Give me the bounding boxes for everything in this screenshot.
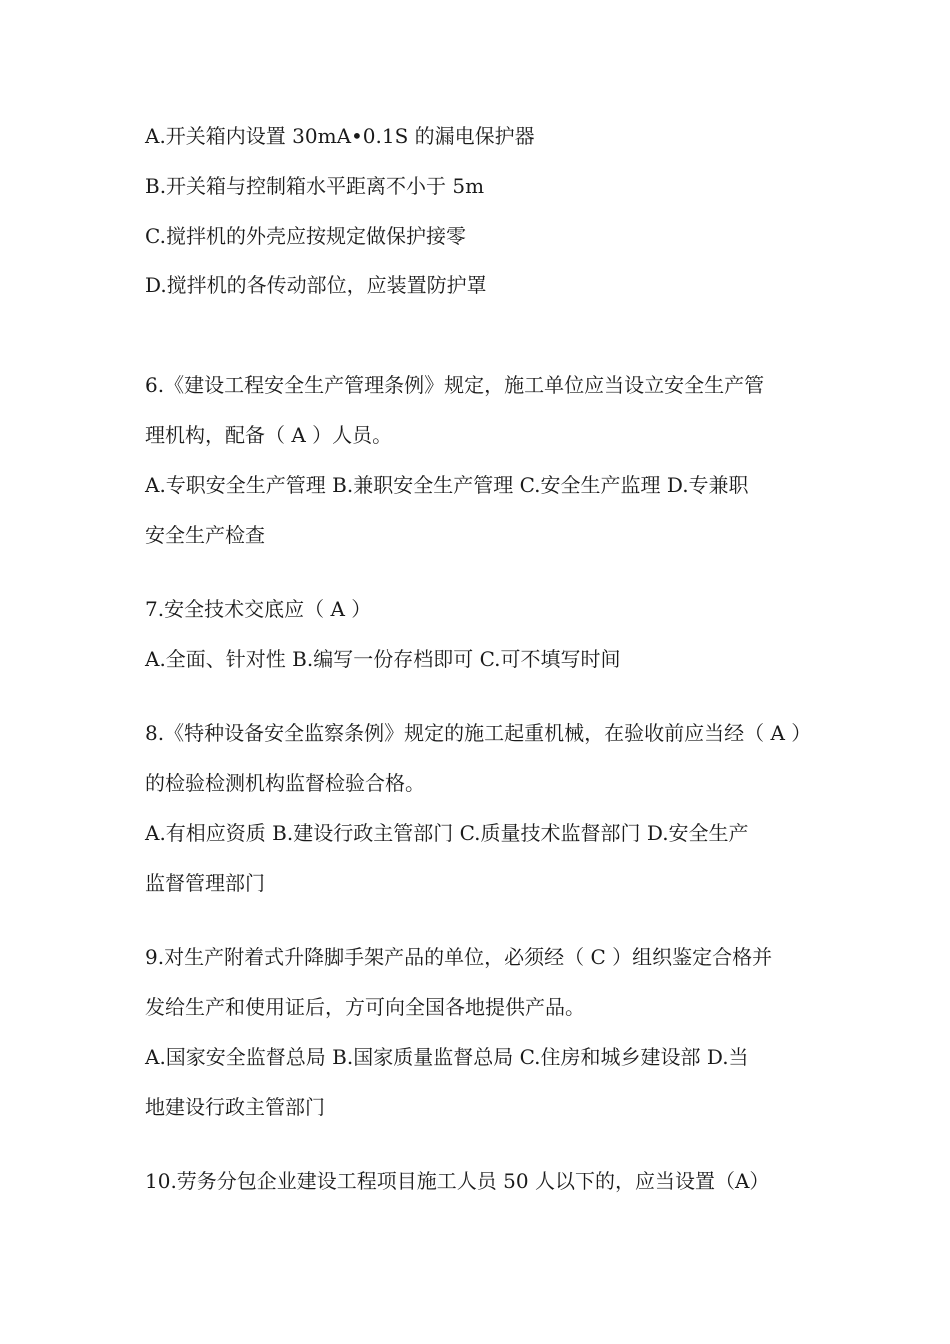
question-8-line-2: 的检验检测机构监督检验合格。 <box>145 771 425 795</box>
option-b-q5: B.开关箱与控制箱水平距离不小于 5m <box>145 174 485 198</box>
question-9-options-line-2: 地建设行政主管部门 <box>145 1095 325 1119</box>
question-10: 10.劳务分包企业建设工程项目施工人员 50 人以下的，应当设置（A） <box>145 1169 770 1193</box>
question-9-line-1: 9.对生产附着式升降脚手架产品的单位，必须经（ C ）组织鉴定合格并 <box>145 945 773 969</box>
option-d-q5: D.搅拌机的各传动部位，应装置防护罩 <box>145 273 487 297</box>
question-7: 7.安全技术交底应（ A ） <box>145 597 372 621</box>
question-9-options-line-1: A.国家安全监督总局 B.国家质量监督总局 C.住房和城乡建设部 D.当 <box>145 1045 749 1069</box>
question-6-line-1: 6.《建设工程安全生产管理条例》规定，施工单位应当设立安全生产管 <box>145 373 765 397</box>
question-8-line-1: 8.《特种设备安全监察条例》规定的施工起重机械，在验收前应当经（ A ） <box>145 721 812 745</box>
option-a-q5: A.开关箱内设置 30mA•0.1S 的漏电保护器 <box>145 124 535 148</box>
question-6-options-line-2: 安全生产检查 <box>145 523 265 547</box>
question-6-options-line-1: A.专职安全生产管理 B.兼职安全生产管理 C.安全生产监理 D.专兼职 <box>145 473 749 497</box>
option-c-q5: C.搅拌机的外壳应按规定做保护接零 <box>145 224 466 248</box>
question-7-options: A.全面、针对性 B.编写一份存档即可 C.可不填写时间 <box>145 647 621 671</box>
question-6-line-2: 理机构，配备（ A ）人员。 <box>145 423 393 447</box>
question-8-options-line-2: 监督管理部门 <box>145 871 265 895</box>
question-9-line-2: 发给生产和使用证后，方可向全国各地提供产品。 <box>145 995 585 1019</box>
question-8-options-line-1: A.有相应资质 B.建设行政主管部门 C.质量技术监督部门 D.安全生产 <box>145 821 749 845</box>
